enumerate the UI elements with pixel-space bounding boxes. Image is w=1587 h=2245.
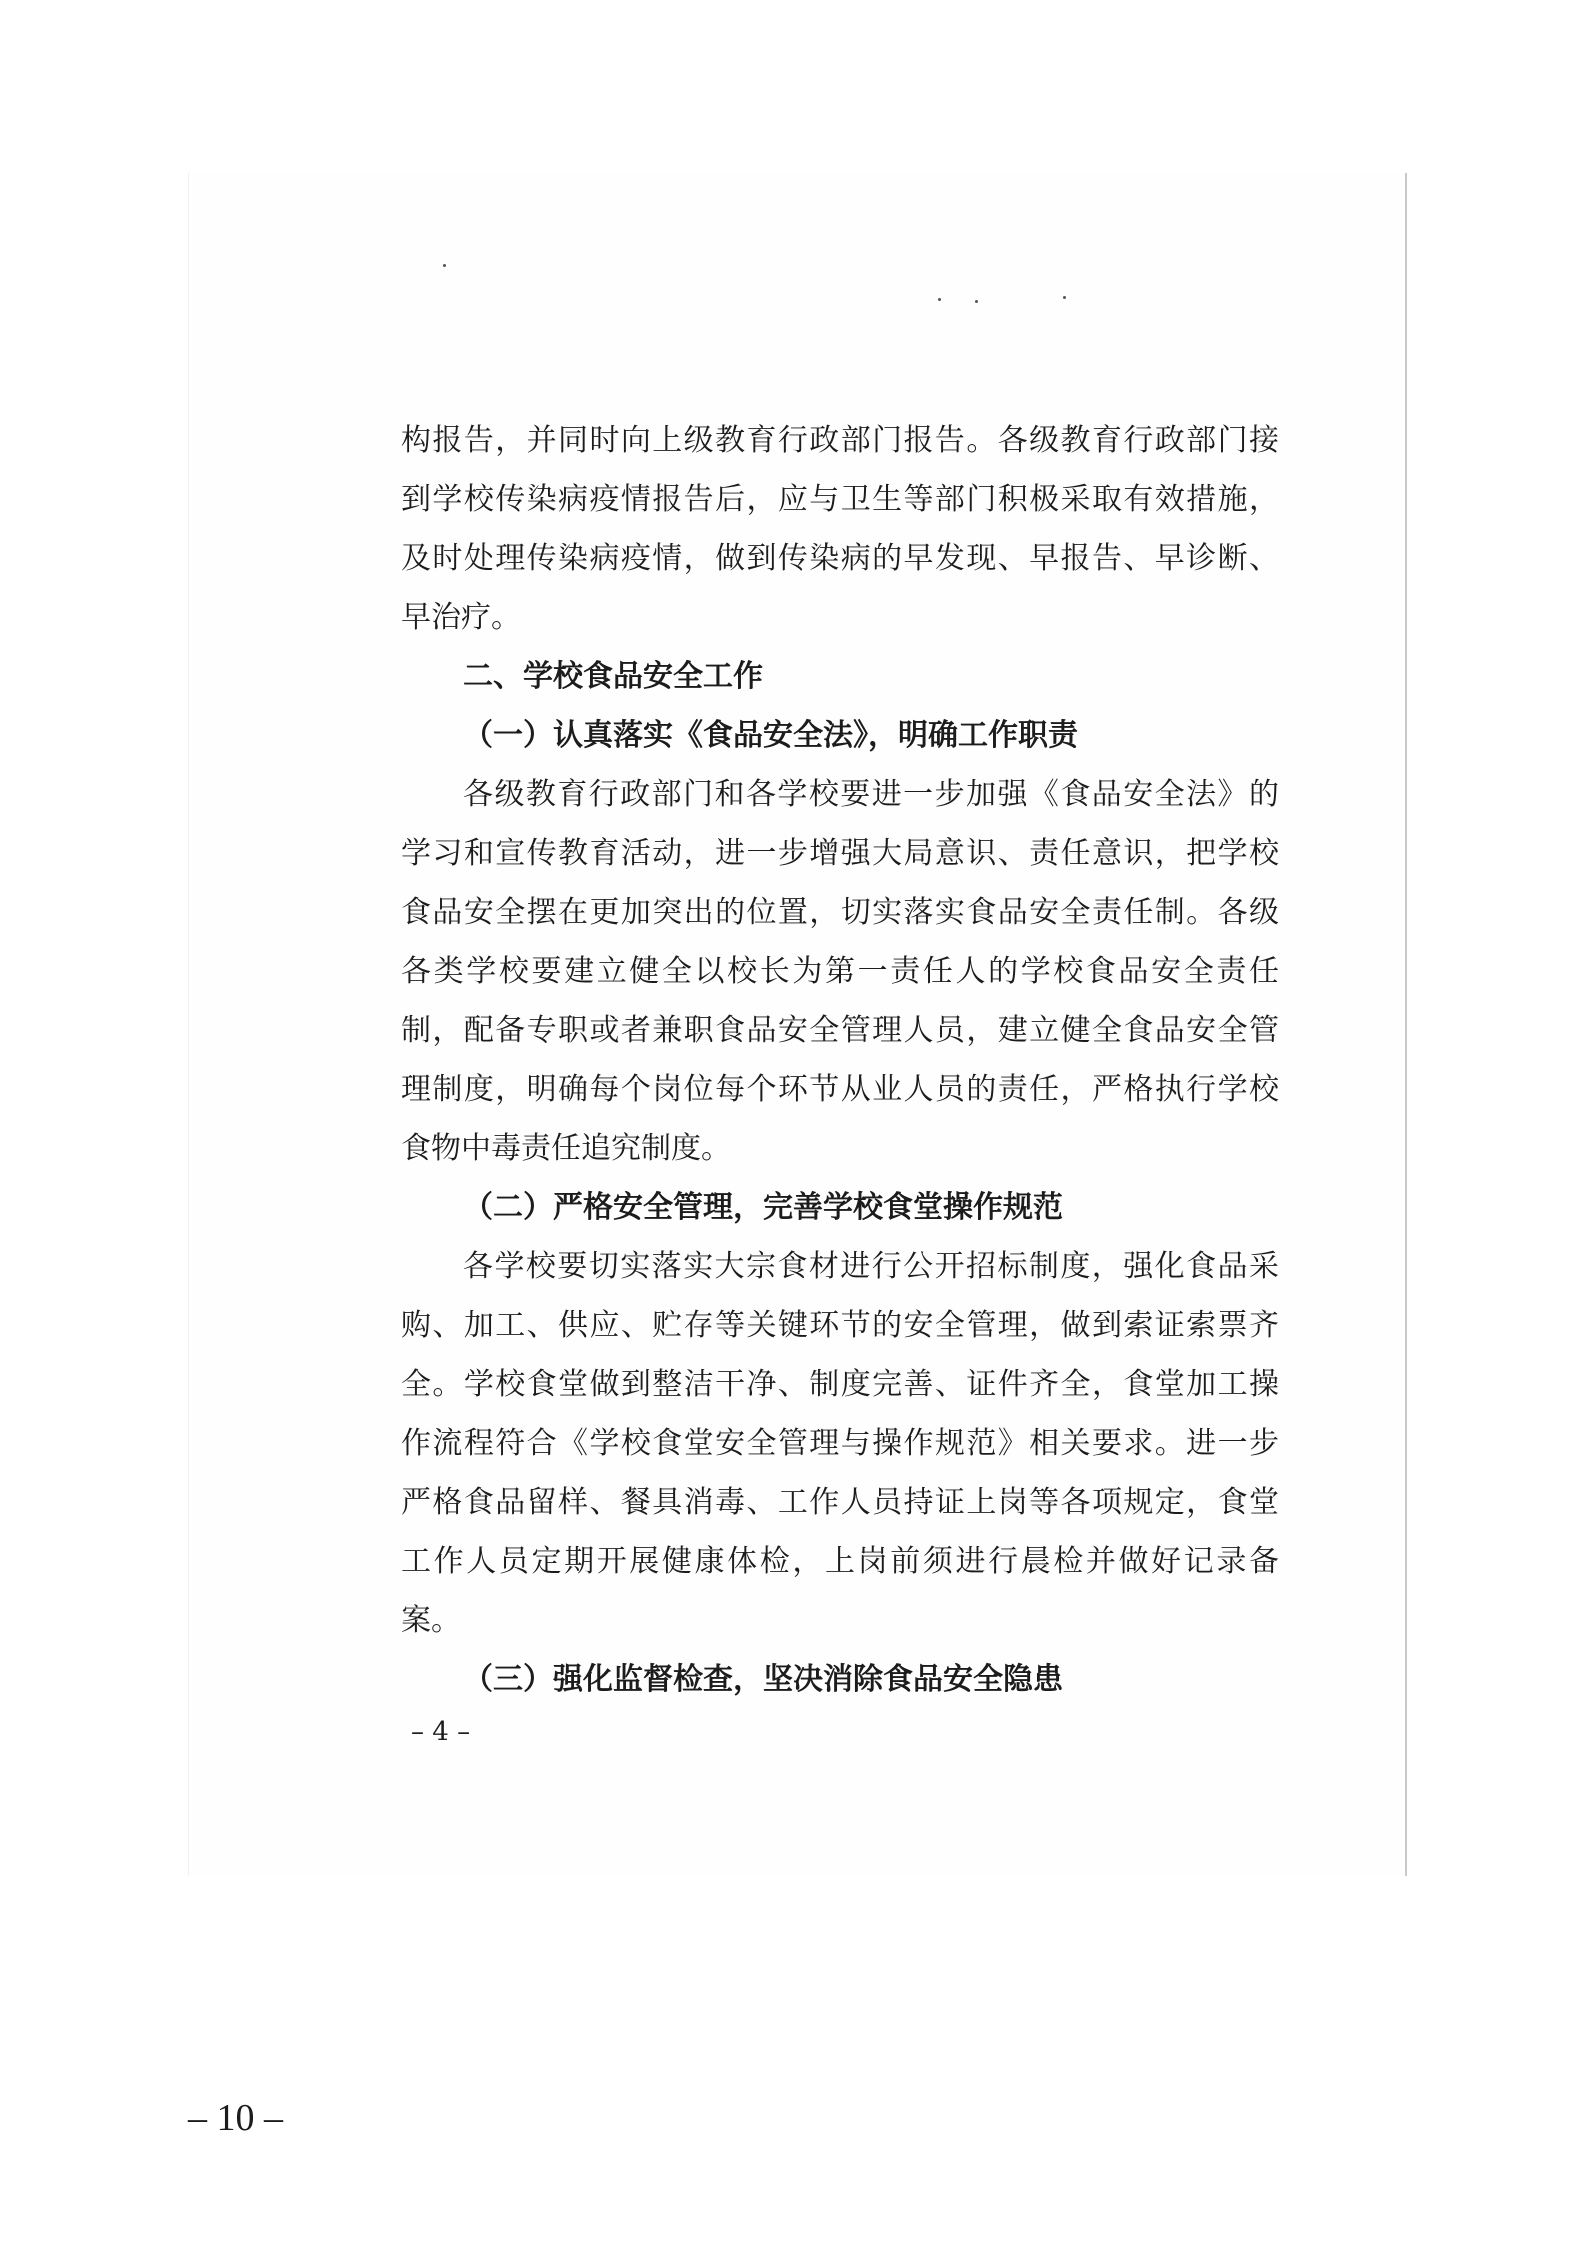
scan-speckle xyxy=(1063,296,1066,299)
subsection-heading: （三）强化监督检查，坚决消除食品安全隐患 xyxy=(463,1662,1063,1697)
body-line: 各类学校要建立健全以校长为第一责任人的学校食品安全责任 xyxy=(401,954,1279,989)
subsection-heading: （二）严格安全管理，完善学校食堂操作规范 xyxy=(463,1190,1063,1225)
body-line: 食物中毒责任追究制度。 xyxy=(401,1131,731,1166)
scan-speckle xyxy=(443,264,446,267)
scan-speckle xyxy=(975,300,978,303)
body-line: 全。学校食堂做到整洁干净、制度完善、证件齐全，食堂加工操 xyxy=(401,1367,1279,1402)
body-line: 作流程符合《学校食堂安全管理与操作规范》相关要求。进一步 xyxy=(401,1426,1279,1461)
scan-edge-line xyxy=(1405,173,1407,1876)
body-line: 理制度，明确每个岗位每个环节从业人员的责任，严格执行学校 xyxy=(401,1072,1279,1107)
body-line: 及时处理传染病疫情，做到传染病的早发现、早报告、早诊断、 xyxy=(401,541,1279,576)
body-line: 学习和宣传教育活动，进一步增强大局意识、责任意识，把学校 xyxy=(401,836,1279,871)
document-body xyxy=(401,411,1279,1709)
page-number: – 10 – xyxy=(188,2097,283,2139)
body-line: 工作人员定期开展健康体检，上岗前须进行晨检并做好记录备 xyxy=(401,1544,1279,1579)
body-line: 案。 xyxy=(401,1603,461,1638)
scan-speckle xyxy=(938,298,941,301)
body-line: 制，配备专职或者兼职食品安全管理人员，建立健全食品安全管 xyxy=(401,1013,1279,1048)
body-line: 构报告，并同时向上级教育行政部门报告。各级教育行政部门接 xyxy=(401,423,1279,458)
body-line: 各级教育行政部门和各学校要进一步加强《食品安全法》的 xyxy=(463,777,1279,812)
body-line: 各学校要切实落实大宗食材进行公开招标制度，强化食品采 xyxy=(463,1249,1279,1284)
body-line: 早治疗。 xyxy=(401,600,521,635)
body-line: 到学校传染病疫情报告后，应与卫生等部门积极采取有效措施， xyxy=(401,482,1279,517)
section-heading: 二、学校食品安全工作 xyxy=(463,659,763,694)
body-line: 严格食品留样、餐具消毒、工作人员持证上岗等各项规定，食堂 xyxy=(401,1485,1279,1520)
subsection-heading: （一）认真落实《食品安全法》，明确工作职责 xyxy=(463,718,1078,753)
body-line: 食品安全摆在更加突出的位置，切实落实食品安全责任制。各级 xyxy=(401,895,1279,930)
body-line: 购、加工、供应、贮存等关键环节的安全管理，做到索证索票齐 xyxy=(401,1308,1279,1343)
inner-page-number: – 4 – xyxy=(411,1717,471,1747)
